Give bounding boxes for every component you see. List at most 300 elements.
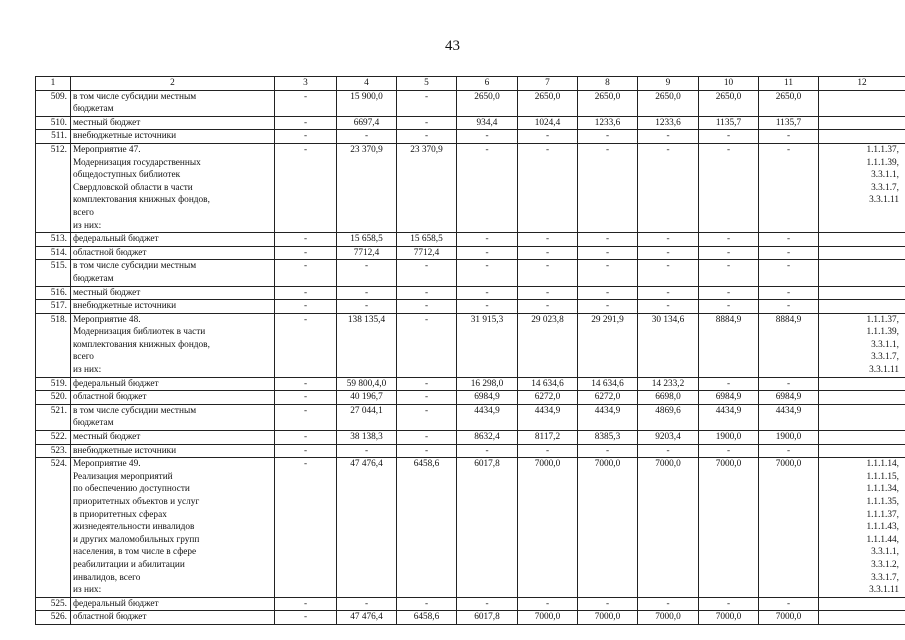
cell-c10: - (699, 233, 759, 247)
row-number: 514. (36, 246, 71, 260)
cell-c9: - (638, 300, 699, 314)
cell-c6: 8632,4 (457, 431, 518, 445)
cell-c6: 6017,8 (457, 611, 518, 625)
cell-c3: - (275, 611, 337, 625)
cell-c3: - (275, 431, 337, 445)
cell-c5: - (397, 404, 457, 430)
cell-c8: 6272,0 (578, 391, 638, 405)
row-name-line: областной бюджет (73, 247, 147, 258)
row-name-line: из них: (73, 365, 102, 376)
cell-c6: 4434,9 (457, 404, 518, 430)
row-name-line: жизнедеятельности инвалидов (73, 522, 195, 533)
cell-c11: 8884,9 (759, 313, 819, 377)
cell-c7: 8117,2 (518, 431, 578, 445)
row-name (71, 300, 275, 314)
cell-c9: 14 233,2 (638, 377, 699, 391)
cell-c6: 6984,9 (457, 391, 518, 405)
row-name-line: местный бюджет (73, 287, 141, 298)
row-number: 521. (36, 404, 71, 430)
cell-c8: - (578, 246, 638, 260)
row-name-line: Модернизация государственных (73, 157, 201, 168)
row-name-line: Модернизация библиотек в части (73, 327, 206, 338)
cell-c6: - (457, 233, 518, 247)
cell-c4: 59 800,4,0 (337, 377, 397, 391)
cell-c9: 2650,0 (638, 90, 699, 116)
row-targets (819, 116, 905, 130)
cell-c4: - (337, 286, 397, 300)
target-code: 3.3.1.11 (869, 195, 899, 206)
cell-c11: - (759, 260, 819, 286)
row-name (71, 246, 275, 260)
cell-c10: - (699, 286, 759, 300)
target-code: 3.3.1.11 (869, 585, 899, 596)
target-code: 1.1.1.39, (866, 327, 899, 338)
column-header-11: 11 (759, 77, 819, 91)
row-number: 511. (36, 130, 71, 144)
row-name (71, 611, 275, 625)
cell-c10: 7000,0 (699, 458, 759, 598)
cell-c11: - (759, 246, 819, 260)
cell-c7: 7000,0 (518, 611, 578, 625)
target-code: 1.1.1.15, (866, 471, 899, 482)
row-number: 526. (36, 611, 71, 625)
row-name-line: по обеспечению доступности (73, 484, 190, 495)
cell-c6: 31 915,3 (457, 313, 518, 377)
cell-c3: - (275, 233, 337, 247)
cell-c9: - (638, 286, 699, 300)
cell-c9: - (638, 233, 699, 247)
row-name-line: комплектования книжных фондов, (73, 195, 210, 206)
row-name (71, 597, 275, 611)
row-name (71, 444, 275, 458)
row-number: 515. (36, 260, 71, 286)
target-code: 1.1.1.44, (866, 534, 899, 545)
target-code: 3.3.1.1, (871, 339, 899, 350)
cell-c6: - (457, 597, 518, 611)
cell-c8: 8385,3 (578, 431, 638, 445)
cell-c5: - (397, 444, 457, 458)
cell-c9: - (638, 597, 699, 611)
table-row (36, 313, 905, 377)
cell-c4: 7712,4 (337, 246, 397, 260)
row-name-line: и других маломобильных групп (73, 534, 200, 545)
target-code: 3.3.1.1, (871, 170, 899, 181)
cell-c4: - (337, 260, 397, 286)
cell-c11: - (759, 444, 819, 458)
cell-c10: 8884,9 (699, 313, 759, 377)
target-code: 3.3.1.1, (871, 547, 899, 558)
row-number: 517. (36, 300, 71, 314)
cell-c11: - (759, 233, 819, 247)
cell-c11: 2650,0 (759, 90, 819, 116)
table-row (36, 246, 905, 260)
header-row (36, 77, 905, 91)
cell-c7: - (518, 233, 578, 247)
cell-c4: - (337, 130, 397, 144)
cell-c6: - (457, 260, 518, 286)
cell-c3: - (275, 143, 337, 232)
row-name-line: бюджетам (73, 418, 114, 429)
cell-c3: - (275, 597, 337, 611)
cell-c3: - (275, 260, 337, 286)
cell-c5: - (397, 260, 457, 286)
column-header-7: 7 (518, 77, 578, 91)
cell-c5: - (397, 90, 457, 116)
cell-c9: - (638, 260, 699, 286)
cell-c7: 4434,9 (518, 404, 578, 430)
cell-c3: - (275, 130, 337, 144)
cell-c10: - (699, 143, 759, 232)
table-row (36, 611, 905, 625)
target-code: 1.1.1.39, (866, 157, 899, 168)
row-targets (819, 458, 905, 598)
cell-c9: - (638, 130, 699, 144)
cell-c3: - (275, 313, 337, 377)
row-name-line: в том числе субсидии местным (73, 261, 197, 272)
cell-c6: - (457, 246, 518, 260)
cell-c11: 6984,9 (759, 391, 819, 405)
row-number: 513. (36, 233, 71, 247)
target-code: 1.1.1.35, (866, 497, 899, 507)
cell-c6: - (457, 130, 518, 144)
table-body (36, 90, 905, 624)
cell-c3: - (275, 300, 337, 314)
cell-c9: 4869,6 (638, 404, 699, 430)
row-name-line: внебюджетные источники (73, 445, 177, 456)
row-name (71, 286, 275, 300)
row-name (71, 391, 275, 405)
row-name-line: областной бюджет (73, 392, 147, 403)
row-number: 516. (36, 286, 71, 300)
cell-c7: - (518, 260, 578, 286)
column-header-2: 2 (71, 77, 275, 91)
row-name-line: Реализация мероприятий (73, 471, 173, 482)
cell-c8: 14 634,6 (578, 377, 638, 391)
cell-c11: 7000,0 (759, 458, 819, 598)
row-name (71, 313, 275, 377)
row-targets (819, 90, 905, 116)
target-code: 3.3.1.2, (871, 559, 899, 570)
column-header-8: 8 (578, 77, 638, 91)
cell-c7: - (518, 130, 578, 144)
cell-c6: 934,4 (457, 116, 518, 130)
cell-c7: - (518, 143, 578, 232)
cell-c4: 23 370,9 (337, 143, 397, 232)
row-name (71, 377, 275, 391)
table-row (36, 391, 905, 405)
column-header-9: 9 (638, 77, 699, 91)
row-targets (819, 611, 905, 625)
cell-c3: - (275, 90, 337, 116)
cell-c8: - (578, 444, 638, 458)
cell-c7: - (518, 300, 578, 314)
table-row (36, 300, 905, 314)
table-row (36, 260, 905, 286)
cell-c5: 23 370,9 (397, 143, 457, 232)
row-name-line: в том числе субсидии местным (73, 405, 197, 416)
row-targets (819, 143, 905, 232)
cell-c7: 6272,0 (518, 391, 578, 405)
cell-c5: - (397, 377, 457, 391)
cell-c11: - (759, 597, 819, 611)
cell-c10: 1135,7 (699, 116, 759, 130)
cell-c7: 1024,4 (518, 116, 578, 130)
cell-c10: - (699, 377, 759, 391)
row-number: 520. (36, 391, 71, 405)
row-name-line: комплектования книжных фондов, (73, 339, 210, 350)
row-name-line: бюджетам (73, 273, 114, 284)
row-name (71, 260, 275, 286)
cell-c9: - (638, 246, 699, 260)
cell-c3: - (275, 444, 337, 458)
cell-c10: - (699, 300, 759, 314)
cell-c8: - (578, 300, 638, 314)
table-row (36, 444, 905, 458)
cell-c11: 4434,9 (759, 404, 819, 430)
table-row (36, 404, 905, 430)
row-number: 510. (36, 116, 71, 130)
cell-c7: 29 023,8 (518, 313, 578, 377)
page-number: 43 (445, 38, 460, 54)
column-header-5: 5 (397, 77, 457, 91)
cell-c6: 6017,8 (457, 458, 518, 598)
cell-c4: 15 658,5 (337, 233, 397, 247)
cell-c9: - (638, 444, 699, 458)
row-name-line: инвалидов, всего (73, 572, 141, 583)
cell-c3: - (275, 391, 337, 405)
cell-c5: - (397, 286, 457, 300)
row-name-line: из них: (73, 585, 102, 596)
target-code: 3.3.1.7, (871, 182, 899, 193)
cell-c5: 7712,4 (397, 246, 457, 260)
cell-c4: 47 476,4 (337, 611, 397, 625)
row-targets (819, 377, 905, 391)
cell-c4: 15 900,0 (337, 90, 397, 116)
cell-c7: 14 634,6 (518, 377, 578, 391)
cell-c9: 9203,4 (638, 431, 699, 445)
cell-c11: - (759, 130, 819, 144)
row-number: 509. (36, 90, 71, 116)
row-name-line: бюджетам (73, 104, 114, 115)
column-header-1: 1 (36, 77, 71, 91)
row-name (71, 90, 275, 116)
row-targets (819, 286, 905, 300)
cell-c7: - (518, 246, 578, 260)
row-name (71, 143, 275, 232)
cell-c8: 1233,6 (578, 116, 638, 130)
cell-c5: - (397, 116, 457, 130)
cell-c8: - (578, 130, 638, 144)
cell-c8: - (578, 597, 638, 611)
cell-c10: - (699, 597, 759, 611)
cell-c5: - (397, 313, 457, 377)
cell-c10: 1900,0 (699, 431, 759, 445)
column-header-3: 3 (275, 77, 337, 91)
row-name-line: приоритетных объектов и услуг (73, 497, 200, 507)
row-name-line: Свердловской области в части (73, 182, 193, 193)
column-header-10: 10 (699, 77, 759, 91)
row-name-line: в том числе субсидии местным (73, 91, 197, 102)
row-number: 523. (36, 444, 71, 458)
cell-c9: 1233,6 (638, 116, 699, 130)
cell-c3: - (275, 377, 337, 391)
cell-c7: - (518, 286, 578, 300)
row-number: 518. (36, 313, 71, 377)
table-row (36, 116, 905, 130)
cell-c4: - (337, 444, 397, 458)
cell-c4: 47 476,4 (337, 458, 397, 598)
budget-table (35, 76, 905, 625)
cell-c11: - (759, 300, 819, 314)
table-row (36, 130, 905, 144)
row-targets (819, 130, 905, 144)
cell-c8: 2650,0 (578, 90, 638, 116)
target-code: 1.1.1.34, (866, 484, 899, 495)
table-row (36, 90, 905, 116)
cell-c5: 6458,6 (397, 611, 457, 625)
cell-c7: - (518, 444, 578, 458)
cell-c8: 4434,9 (578, 404, 638, 430)
row-name-line: населения, в том числе в сфере (73, 547, 197, 558)
table-row (36, 286, 905, 300)
target-code: 3.3.1.7, (871, 572, 899, 583)
target-code: 3.3.1.7, (871, 352, 899, 363)
cell-c11: - (759, 143, 819, 232)
table-row (36, 377, 905, 391)
row-name-line: Мероприятие 47. (73, 144, 141, 155)
cell-c10: - (699, 444, 759, 458)
cell-c10: - (699, 260, 759, 286)
row-targets (819, 431, 905, 445)
cell-c5: - (397, 130, 457, 144)
cell-c9: 6698,0 (638, 391, 699, 405)
cell-c10: 2650,0 (699, 90, 759, 116)
cell-c6: - (457, 286, 518, 300)
table-row (36, 233, 905, 247)
cell-c3: - (275, 246, 337, 260)
row-name-line: федеральный бюджет (73, 234, 159, 245)
row-name (71, 116, 275, 130)
cell-c11: 1900,0 (759, 431, 819, 445)
row-number: 519. (36, 377, 71, 391)
row-name-line: всего (73, 207, 94, 218)
cell-c8: - (578, 233, 638, 247)
row-name-line: реабилитации и абилитации (73, 559, 185, 570)
column-header-12: 12 (819, 77, 905, 91)
row-name-line: в приоритетных сферах (73, 509, 167, 520)
row-name-line: общедоступных библиотек (73, 170, 181, 181)
cell-c8: 7000,0 (578, 611, 638, 625)
row-targets (819, 300, 905, 314)
row-targets (819, 313, 905, 377)
row-targets (819, 260, 905, 286)
row-name-line: из них: (73, 220, 102, 231)
cell-c4: 40 196,7 (337, 391, 397, 405)
row-targets (819, 597, 905, 611)
cell-c8: 7000,0 (578, 458, 638, 598)
target-code: 1.1.1.37, (866, 144, 899, 155)
cell-c5: 6458,6 (397, 458, 457, 598)
cell-c4: - (337, 597, 397, 611)
cell-c8: - (578, 260, 638, 286)
row-name-line: внебюджетные источники (73, 131, 177, 142)
row-name-line: Мероприятие 48. (73, 314, 141, 325)
cell-c9: 7000,0 (638, 611, 699, 625)
cell-c7: 7000,0 (518, 458, 578, 598)
row-name-line: местный бюджет (73, 117, 141, 128)
cell-c11: - (759, 377, 819, 391)
cell-c9: 7000,0 (638, 458, 699, 598)
row-name-line: внебюджетные источники (73, 301, 177, 312)
cell-c5: - (397, 300, 457, 314)
cell-c8: - (578, 286, 638, 300)
cell-c11: 1135,7 (759, 116, 819, 130)
row-number: 524. (36, 458, 71, 598)
cell-c5: 15 658,5 (397, 233, 457, 247)
column-header-6: 6 (457, 77, 518, 91)
cell-c5: - (397, 597, 457, 611)
cell-c4: 6697,4 (337, 116, 397, 130)
row-targets (819, 444, 905, 458)
cell-c6: - (457, 143, 518, 232)
row-targets (819, 246, 905, 260)
cell-c4: 38 138,3 (337, 431, 397, 445)
row-name (71, 130, 275, 144)
row-targets (819, 391, 905, 405)
cell-c6: - (457, 444, 518, 458)
row-name (71, 233, 275, 247)
cell-c9: 30 134,6 (638, 313, 699, 377)
row-name-line: всего (73, 352, 94, 363)
row-name-line: федеральный бюджет (73, 598, 159, 609)
cell-c10: - (699, 246, 759, 260)
cell-c8: 29 291,9 (578, 313, 638, 377)
cell-c9: - (638, 143, 699, 232)
cell-c4: 27 044,1 (337, 404, 397, 430)
row-name (71, 404, 275, 430)
target-code: 1.1.1.37, (866, 314, 899, 325)
target-code: 1.1.1.43, (866, 522, 899, 533)
row-number: 522. (36, 431, 71, 445)
cell-c5: - (397, 431, 457, 445)
cell-c7: - (518, 597, 578, 611)
target-code: 3.3.1.11 (869, 365, 899, 376)
cell-c11: 7000,0 (759, 611, 819, 625)
cell-c3: - (275, 404, 337, 430)
target-code: 1.1.1.37, (866, 509, 899, 520)
cell-c6: 2650,0 (457, 90, 518, 116)
cell-c10: 7000,0 (699, 611, 759, 625)
row-name-line: местный бюджет (73, 432, 141, 443)
row-name (71, 458, 275, 598)
row-targets (819, 233, 905, 247)
cell-c6: 16 298,0 (457, 377, 518, 391)
cell-c7: 2650,0 (518, 90, 578, 116)
column-header-4: 4 (337, 77, 397, 91)
cell-c11: - (759, 286, 819, 300)
cell-c6: - (457, 300, 518, 314)
table-row (36, 458, 905, 598)
target-code: 1.1.1.14, (866, 459, 899, 470)
cell-c3: - (275, 458, 337, 598)
cell-c10: 4434,9 (699, 404, 759, 430)
cell-c3: - (275, 116, 337, 130)
cell-c5: - (397, 391, 457, 405)
row-targets (819, 404, 905, 430)
cell-c3: - (275, 286, 337, 300)
row-name-line: Мероприятие 49. (73, 459, 141, 470)
cell-c10: 6984,9 (699, 391, 759, 405)
